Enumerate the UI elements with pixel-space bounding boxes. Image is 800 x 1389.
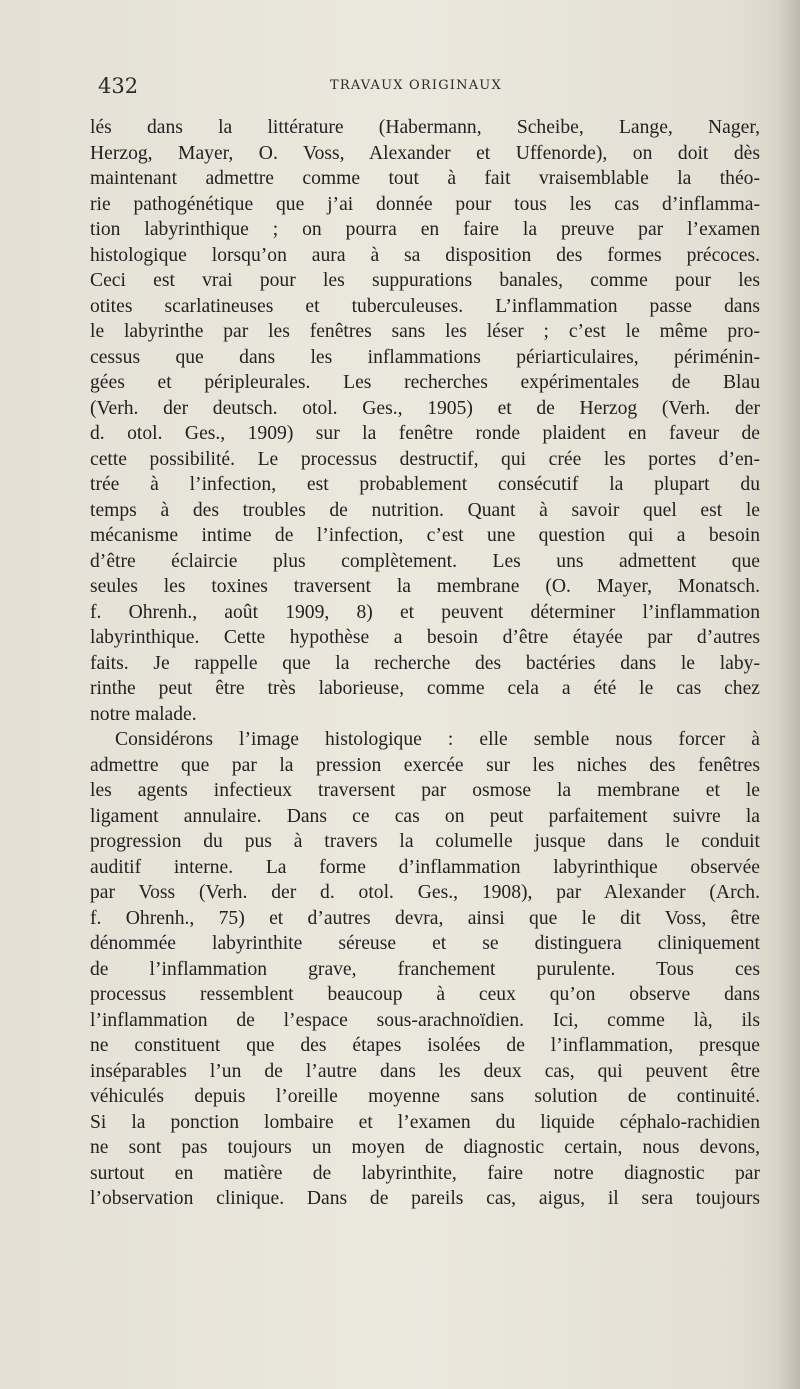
text-line: les agents infectieux traversent par osmose la membrane et le [90,780,760,801]
text-line: notre malade. [90,703,197,725]
text-line: ne constituent que des étapes isolées de l’inflammation, presque [90,1035,760,1056]
text-line: Considérons l’image histologique : elle semble nous forcer à [115,729,760,750]
text-line: gées et péripleurales. Les recherches expérimentales de Blau [90,372,760,393]
text-line: trée à l’infection, est probablement consécutif la plupart du [90,474,760,495]
text-line: progression du pus à travers la columelle jusque dans le conduit [90,831,760,852]
page-edge-shadow [778,0,800,1389]
text-line: l’observation clinique. Dans de pareils cas, aigus, il sera toujours [90,1188,760,1209]
text-line: dénommée labyrinthite séreuse et se distinguera cliniquement [90,933,760,954]
text-line: cessus que dans les inflammations périarticulaires, périménin- [90,346,760,368]
text-line: le labyrinthe par les fenêtres sans les léser ; c’est le même pro- [90,321,760,342]
text-line: ligament annulaire. Dans ce cas on peut parfaitement suivre la [90,805,760,827]
body-text [90,115,760,1212]
text-line: rie pathogénétique que j’ai donnée pour tous les cas d’inflamma- [90,193,760,215]
text-line: de l’inflammation grave, franchement purulente. Tous ces [90,958,760,980]
text-line: cette possibilité. Le processus destructif, qui crée les portes d’en- [90,448,760,470]
text-line: labyrinthique. Cette hypothèse a besoin d’être étayée par d’autres [90,627,760,648]
text-line: Ceci est vrai pour les suppurations banales, comme pour les [90,270,760,291]
page-number: 432 [98,74,139,98]
text-line: inséparables l’un de l’autre dans les deux cas, qui peuvent être [90,1060,760,1082]
text-line: rinthe peut être très laborieuse, comme cela a été le cas chez [90,678,760,699]
text-line: Herzog, Mayer, O. Voss, Alexander et Uffenorde), on doit dès [90,142,760,164]
text-line: admettre que par la pression exercée sur les niches des fenêtres [90,754,760,776]
text-line: auditif interne. La forme d’inflammation labyrinthique observée [90,856,760,878]
text-line: seules les toxines traversent la membrane (O. Mayer, Monatsch. [90,576,760,597]
text-line: Si la ponction lombaire et l’examen du liquide céphalo-rachidien [90,1111,760,1133]
text-line: d’être éclaircie plus complètement. Les uns admettent que [90,550,760,572]
text-line: otites scarlatineuses et tuberculeuses. L’inflammation passe dans [90,295,760,317]
text-line: l’inflammation de l’espace sous-arachnoïdien. Ici, comme là, ils [90,1009,760,1031]
text-line: temps à des troubles de nutrition. Quant à savoir quel est le [90,499,760,521]
text-line: tion labyrinthique ; on pourra en faire la preuve par l’examen [90,219,760,240]
text-line: mécanisme intime de l’infection, c’est une question qui a besoin [90,525,760,546]
text-line: processus ressemblent beaucoup à ceux qu’on observe dans [90,984,760,1005]
text-line: ne sont pas toujours un moyen de diagnostic certain, nous devons, [90,1137,760,1158]
text-line: (Verh. der deutsch. otol. Ges., 1905) et de Herzog (Verh. der [90,397,760,419]
text-line: faits. Je rappelle que la recherche des bactéries dans le laby- [90,652,760,674]
running-title: TRAVAUX ORIGINAUX [330,78,502,93]
running-head [98,72,756,102]
text-line: lés dans la littérature (Habermann, Scheibe, Lange, Nager, [90,117,760,138]
text-line: f. Ohrenh., août 1909, 8) et peuvent déterminer l’inflammation [90,601,760,623]
text-line: d. otol. Ges., 1909) sur la fenêtre ronde plaident en faveur de [90,423,760,444]
text-line: histologique lorsqu’on aura à sa disposition des formes précoces. [90,244,760,266]
text-line: par Voss (Verh. der d. otol. Ges., 1908), par Alexander (Arch. [90,882,760,903]
text-line: maintenant admettre comme tout à fait vraisemblable la théo- [90,168,760,189]
text-line: f. Ohrenh., 75) et d’autres devra, ainsi que le dit Voss, être [90,907,760,929]
text-line: surtout en matière de labyrinthite, faire notre diagnostic par [90,1162,760,1184]
text-line: véhiculés depuis l’oreille moyenne sans solution de continuité. [90,1086,760,1107]
